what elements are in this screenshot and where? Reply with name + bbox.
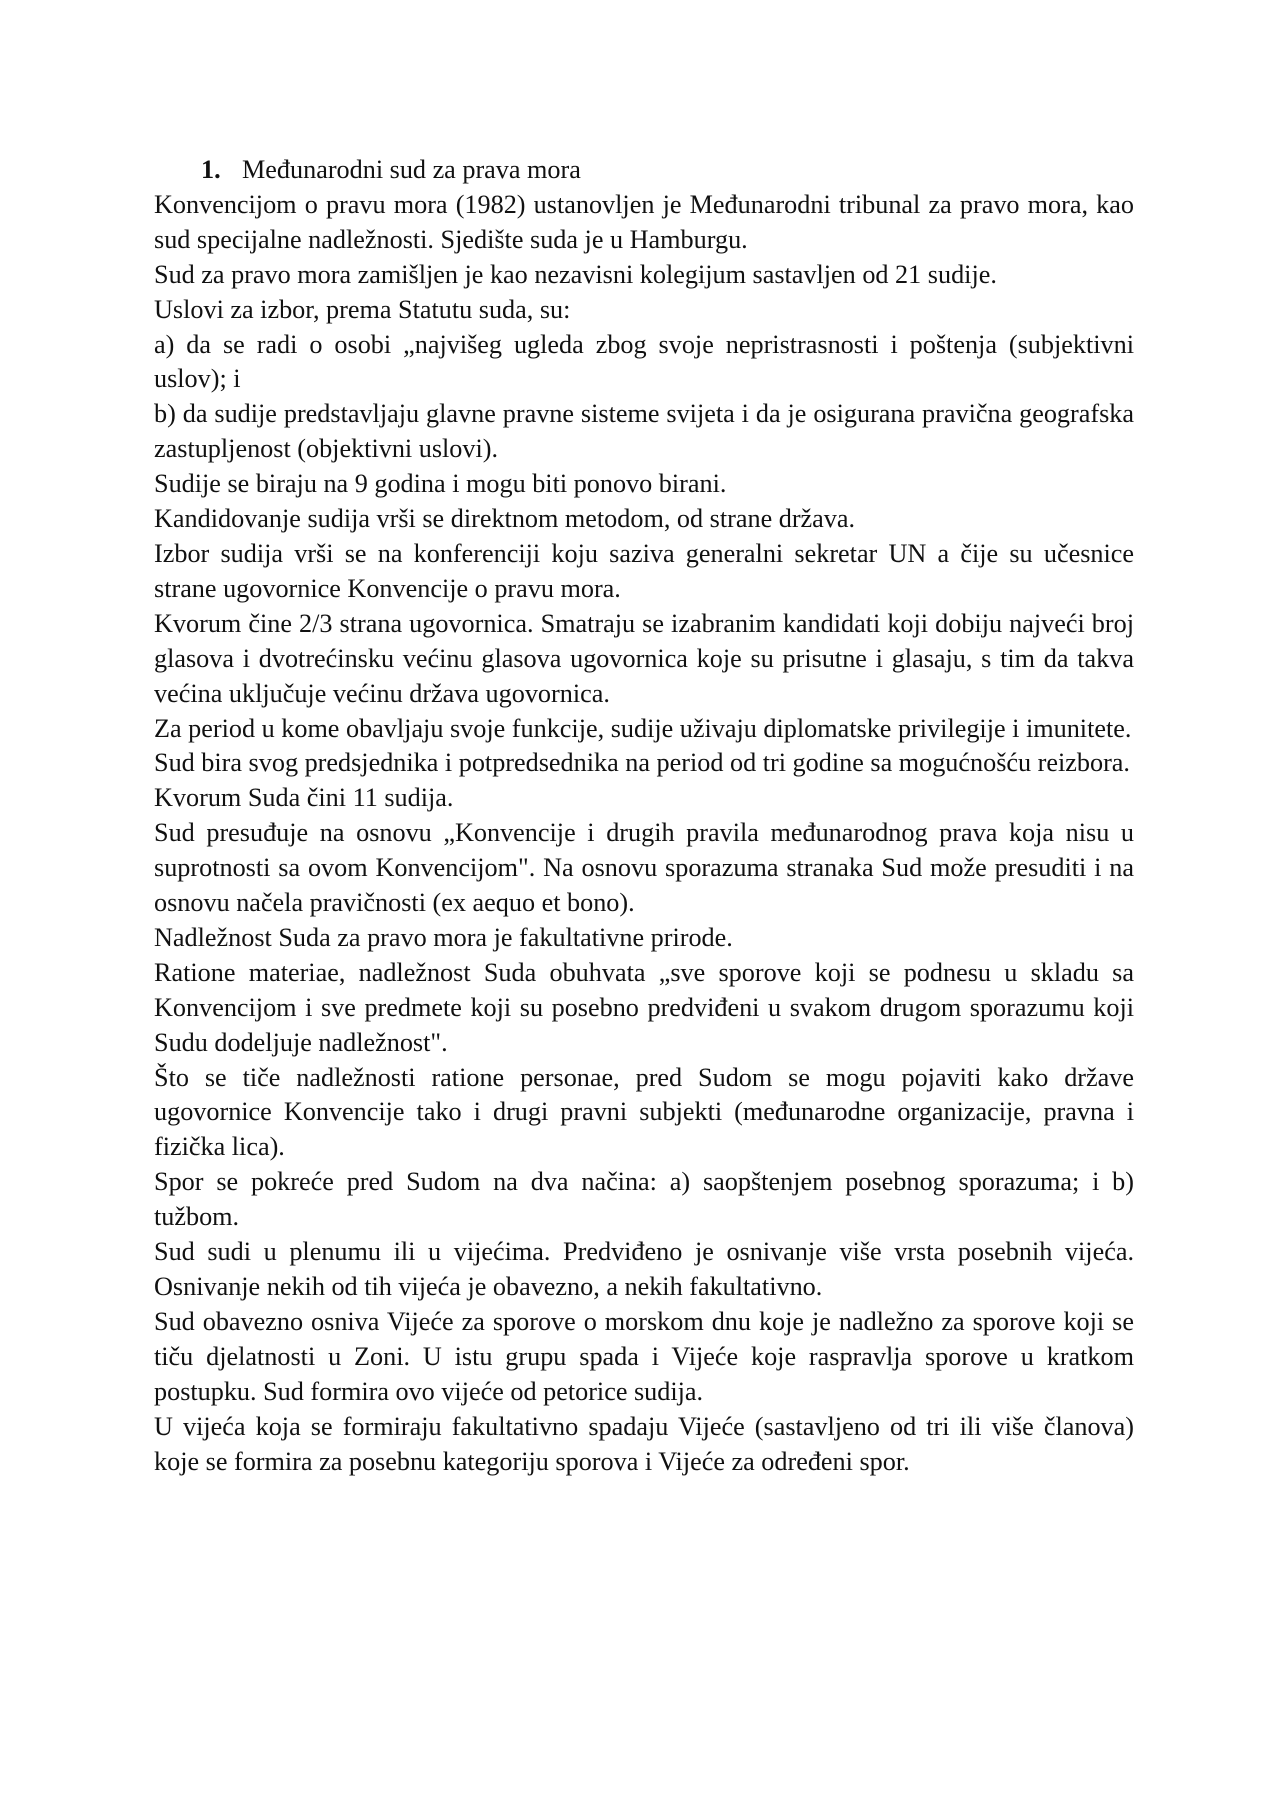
paragraph: a) da se radi o osobi „najvišeg ugleda zbog svoje nepristrasnosti i poštenja (subjektivni uslov); i (154, 329, 1134, 394)
paragraph: Sud sudi u plenumu ili u vijećima. Predviđeno je osnivanje više vrsta posebnih vijeća. Osnivanje nekih od tih vijeća je obavezno, a nekih fakultativno. (154, 1237, 1134, 1301)
section-heading (154, 153, 1134, 188)
paragraph: Kandidovanje sudija vrši se direktnom metodom, od strane država. (154, 504, 856, 534)
paragraph: Spor se pokreće pred Sudom na dva načina: a) saopštenjem posebnog sporazuma; i b) tužbom. (154, 1167, 1134, 1232)
paragraph: b) da sudije predstavljaju glavne pravne sisteme svijeta i da je osigurana pravična geografska zastupljenost (objektivni uslovi). (154, 399, 1134, 464)
paragraph: Uslovi za izbor, prema Statutu suda, su: (154, 294, 571, 324)
document-body (154, 153, 1134, 1479)
paragraph: Što se tiče nadležnosti ratione personae, pred Sudom se mogu pojaviti kako države ugovornice Konvencije tako i drugi pravni subjekti (međunarodne organizacije, pravna i fizička lica). (154, 1062, 1134, 1162)
paragraph: Sudije se biraju na 9 godina i mogu biti ponovo birani. (154, 469, 727, 499)
paragraph: Sud obavezno osniva Vijeće za sporove o morskom dnu koje je nadležno za sporove koji se tiču djelatnosti u Zoni. U istu grupu spada i Vijeće koje raspravlja sporove u kratkom postupku. Sud formira ovo vijeće od petorice sudija. (154, 1306, 1134, 1406)
paragraph: U vijeća koja se formiraju fakultativno spadaju Vijeće (sastavljeno od tri ili više članova) koje se formira za posebnu kategoriju sporova i Vijeće za određeni spor. (154, 1411, 1134, 1476)
paragraph: Sud bira svog predsjednika i potpredsednika na period od tri godine sa mogućnošću reizbora. (154, 748, 1130, 778)
paragraph: Za period u kome obavljaju svoje funkcije, sudije uživaju diplomatske privilegije i imunitete. (154, 713, 1132, 743)
paragraph: Izbor sudija vrši se na konferenciji koju saziva generalni sekretar UN a čije su učesnice strane ugovornice Konvencije o pravu mora. (154, 538, 1134, 603)
paragraph: Nadležnost Suda za pravo mora je fakultativne prirode. (154, 922, 733, 952)
section-title: Međunarodni sud za prava mora (242, 155, 581, 184)
paragraph: Ratione materiae, nadležnost Suda obuhvata „sve sporove koji se podnesu u skladu sa Konvencijom i sve predmete koji su posebno predviđeni u svakom drugom sporazumu koji Sudu dodeljuje nadležnost". (154, 957, 1134, 1057)
paragraph: Sud za pravo mora zamišljen je kao nezavisni kolegijum sastavljen od 21 sudije. (154, 259, 997, 289)
paragraph: Konvencijom o pravu mora (1982) ustanovljen je Međunarodni tribunal za pravo mora, kao sud specijalne nadležnosti. Sjedište suda je u Hamburgu. (154, 189, 1134, 254)
section-number: 1. (201, 155, 221, 184)
paragraph: Kvorum Suda čini 11 sudija. (154, 783, 454, 813)
paragraph: Kvorum čine 2/3 strana ugovornica. Smatraju se izabranim kandidati koji dobiju najveći broj glasova i dvotrećinsku većinu glasova ugovornica koje su prisutne i glasaju, s tim da takva većina uključuje većinu država ugovornica. (154, 608, 1134, 708)
paragraph: Sud presuđuje na osnovu „Konvencije i drugih pravila međunarodnog prava koja nisu u suprotnosti sa ovom Konvencijom". Na osnovu sporazuma stranaka Sud može presuditi i na osnovu načela pravičnosti (ex aequo et bono). (154, 818, 1134, 918)
